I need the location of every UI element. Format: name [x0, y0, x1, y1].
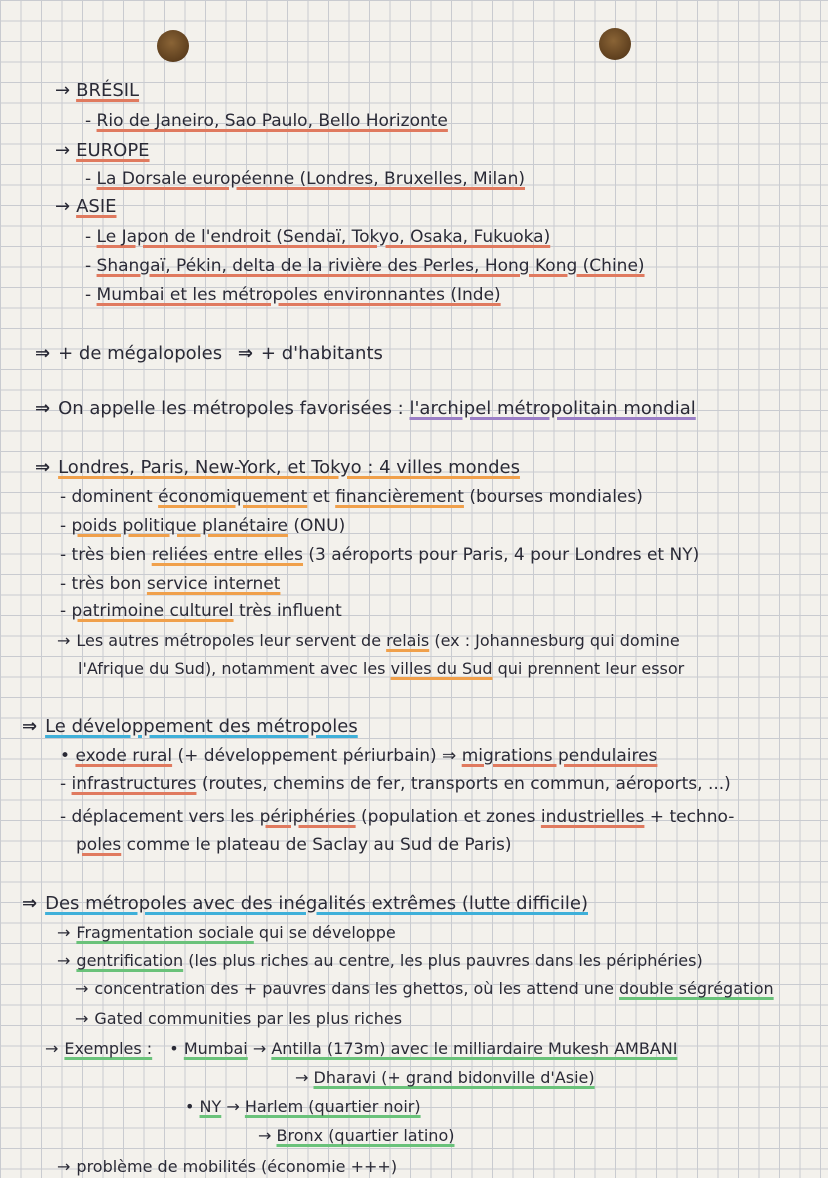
arrow-icon: → — [55, 80, 71, 101]
developpement-item: - déplacement vers les périphéries (population et zones industrielles + techno- — [60, 807, 735, 827]
heading-bresil: → BRÉSIL — [55, 80, 140, 101]
inegalites-last: → problème de mobilités (économie +++) — [57, 1157, 398, 1176]
asie-item: - Mumbai et les métropoles environnantes (Inde) — [85, 285, 501, 305]
exemples-line: → Exemples : • Mumbai → Antilla (173m) avec le milliardaire Mukesh AMBANI — [45, 1039, 678, 1058]
europe-item: - La Dorsale européenne (Londres, Bruxelles, Milan) — [85, 169, 525, 189]
arrow-icon: → — [57, 923, 71, 942]
arrow-icon: → — [57, 631, 71, 650]
exemples-line: → Bronx (quartier latino) — [258, 1126, 455, 1145]
arrow-icon: → — [75, 1009, 89, 1028]
double-arrow-icon: ⇒ — [237, 343, 253, 364]
exemples-line: → Dharavi (+ grand bidonville d'Asie) — [295, 1068, 595, 1087]
double-arrow-icon: ⇒ — [22, 716, 38, 737]
arrow-icon: → — [295, 1068, 309, 1087]
inegalites-item: → concentration des + pauvres dans les ghettos, où les attend une double ségrégation — [75, 979, 774, 998]
villes-mondes-item: - patrimoine culturel très influent — [60, 601, 342, 621]
developpement-item: • exode rural (+ développement périurbain) ⇒ migrations pendulaires — [60, 746, 658, 766]
inegalites-item: → gentrification (les plus riches au centre, les plus pauvres dans les périphéries) — [57, 951, 703, 970]
heading-europe: → EUROPE — [55, 140, 150, 161]
asie-item: - Shangaï, Pékin, delta de la rivière des Perles, Hong Kong (Chine) — [85, 256, 645, 276]
asie-item: - Le Japon de l'endroit (Sendaï, Tokyo, Osaka, Fukuoka) — [85, 227, 551, 247]
exemples-line: • NY → Harlem (quartier noir) — [185, 1097, 421, 1116]
villes-mondes-item: - très bon service internet — [60, 574, 281, 594]
relais-line-2: l'Afrique du Sud), notamment avec les villes du Sud qui prennent leur essor — [78, 659, 685, 678]
villes-mondes-item: - très bien reliées entre elles (3 aéroports pour Paris, 4 pour Londres et NY) — [60, 545, 700, 565]
heading-asie: → ASIE — [55, 196, 117, 217]
villes-mondes-title: ⇒ Londres, Paris, New-York, et Tokyo : 4 villes mondes — [35, 457, 520, 478]
bresil-item: - Rio de Janeiro, Sao Paulo, Bello Horizonte — [85, 111, 448, 131]
megalopoles-line: ⇒ + de mégalopoles ⇒ + d'habitants — [35, 343, 383, 364]
archipel-line: ⇒ On appelle les métropoles favorisées : l'archipel métropolitain mondial — [35, 398, 696, 419]
arrow-icon: → — [45, 1039, 59, 1058]
arrow-icon: → — [252, 1039, 267, 1058]
villes-mondes-item: - poids politique planétaire (ONU) — [60, 516, 346, 536]
double-arrow-icon: ⇒ — [35, 343, 51, 364]
double-arrow-icon: ⇒ — [22, 893, 38, 914]
inegalites-item: → Gated communities par les plus riches — [75, 1009, 403, 1028]
inegalites-item: → Fragmentation sociale qui se développe — [57, 923, 396, 942]
arrow-icon: → — [57, 951, 71, 970]
developpement-item: - infrastructures (routes, chemins de fer, transports en commun, aéroports, ...) — [60, 774, 731, 794]
arrow-icon: → — [226, 1097, 240, 1116]
arrow-icon: → — [57, 1157, 71, 1176]
double-arrow-icon: ⇒ — [35, 398, 51, 419]
relais-line-1: → Les autres métropoles leur servent de relais (ex : Johannesburg qui domine — [57, 631, 680, 650]
double-arrow-icon: ⇒ — [35, 457, 51, 478]
inegalites-title: ⇒ Des métropoles avec des inégalités extrêmes (lutte difficile) — [22, 893, 588, 914]
developpement-title: ⇒ Le développement des métropoles — [22, 716, 358, 737]
arrow-icon: → — [75, 979, 89, 998]
binder-hole-left — [157, 30, 189, 62]
developpement-item-cont: poles comme le plateau de Saclay au Sud de Paris) — [76, 835, 512, 855]
arrow-icon: → — [258, 1126, 272, 1145]
arrow-icon: → — [55, 140, 71, 161]
binder-hole-right — [599, 28, 631, 60]
arrow-icon: → — [55, 196, 71, 217]
villes-mondes-item: - dominent économiquement et financièrement (bourses mondiales) — [60, 487, 643, 507]
